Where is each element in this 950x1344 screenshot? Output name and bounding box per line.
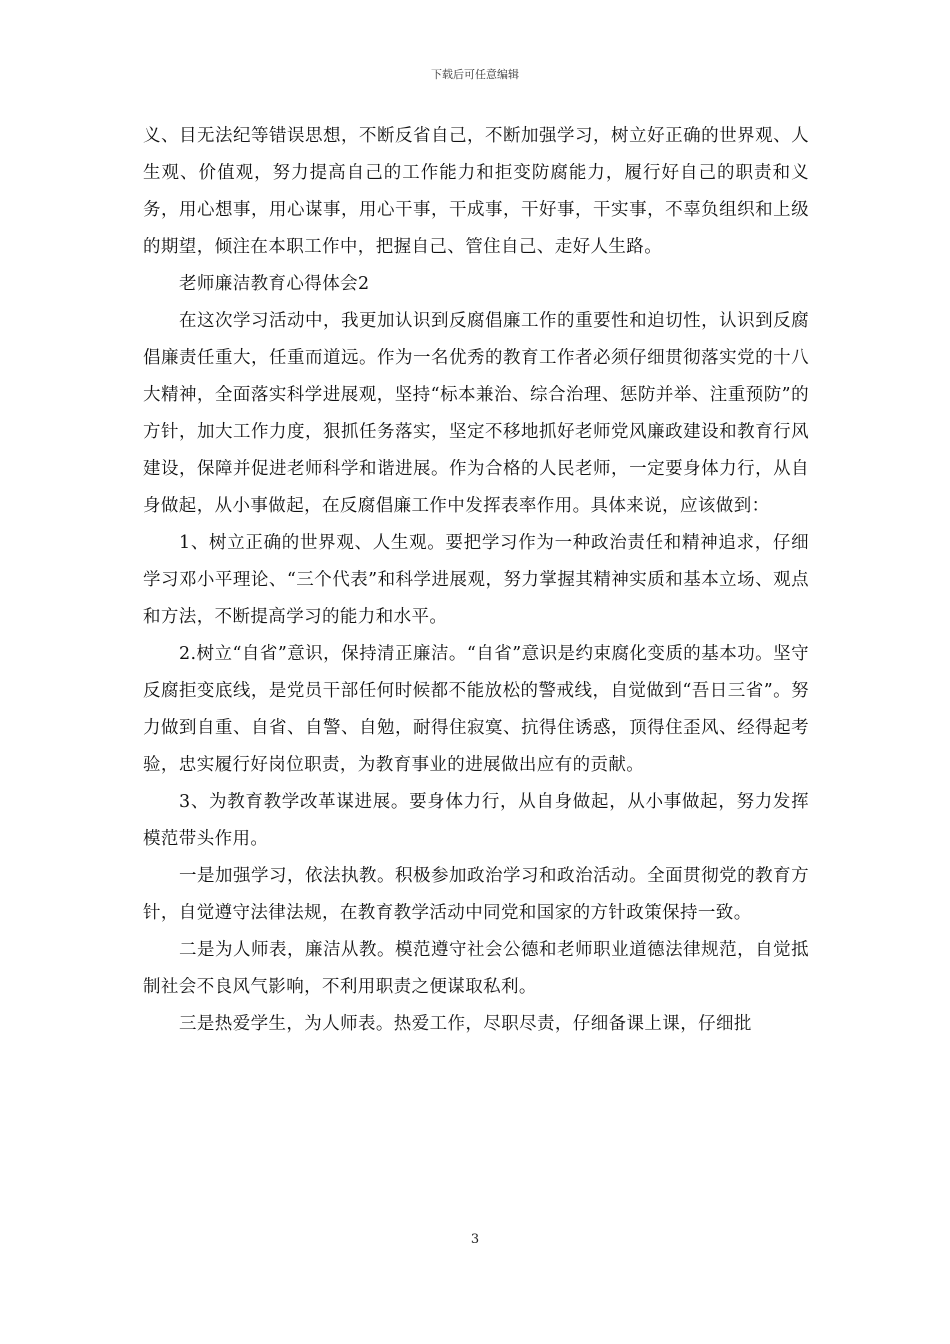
paragraph-intro: 在这次学习活动中，我更加认识到反腐倡廉工作的重要性和迫切性，认识到反腐倡廉责任重大，任重而道远。作为一名优秀的教育工作者必须仔细贯彻落实党的十八大精神，全面落实科学进展观，坚持“标本兼治、综合治理、惩防并举、注重预防”的方针，加大工作力度，狠抓任务落实，坚定不移地抓好老师党风廉政建设和教育行风建设，保障并促进老师科学和谐进展。作为合格的人民老师，一定要身体力行，从自身做起，从小事做起，在反腐倡廉工作中发挥表率作用。具体来说，应该做到：: [143, 311, 809, 516]
paragraph-point-2: 2.树立“自省”意识，保持清正廉洁。“自省”意识是约束腐化变质的基本功。坚守反腐拒变底线，是党员干部任何时候都不能放松的警戒线，自觉做到“吾日三省”。努力做到自重、自省、自警、自勉，耐得住寂寞、抗得住诱惑，顶得住歪风、经得起考验，忠实履行好岗位职责，为教育事业的进展做出应有的贡献。: [143, 644, 809, 775]
document-body: [143, 118, 809, 1043]
section-heading: 老师廉洁教育心得体会2: [179, 274, 370, 294]
paragraph-point-3: 3、为教育教学改革谋进展。要身体力行，从自身做起，从小事做起，努力发挥模范带头作用。: [143, 792, 809, 849]
paragraph-sub-3: 三是热爱学生，为人师表。热爱工作，尽职尽责，仔细备课上课，仔细批: [179, 1014, 752, 1034]
paragraph-sub-1: 一是加强学习，依法执教。积极参加政治学习和政治活动。全面贯彻党的教育方针，自觉遵守法律法规，在教育教学活动中同党和国家的方针政策保持一致。: [143, 866, 809, 923]
page-number: 3: [470, 1232, 480, 1247]
page-header: 下载后可任意编辑: [431, 68, 519, 81]
paragraph-1: 义、目无法纪等错误思想，不断反省自己，不断加强学习，树立好正确的世界观、人生观、价值观，努力提高自己的工作能力和拒变防腐能力，履行好自己的职责和义务，用心想事，用心谋事，用心干事，干成事，干好事，干实事，不辜负组织和上级的期望，倾注在本职工作中，把握自己、管住自己、走好人生路。: [143, 126, 809, 257]
paragraph-point-1: 1、树立正确的世界观、人生观。要把学习作为一种政治责任和精神追求，仔细学习邓小平理论、“三个代表”和科学进展观，努力掌握其精神实质和基本立场、观点和方法，不断提高学习的能力和水平。: [143, 533, 809, 627]
paragraph-sub-2: 二是为人师表，廉洁从教。模范遵守社会公德和老师职业道德法律规范，自觉抵制社会不良风气影响，不利用职责之便谋取私利。: [143, 940, 809, 997]
